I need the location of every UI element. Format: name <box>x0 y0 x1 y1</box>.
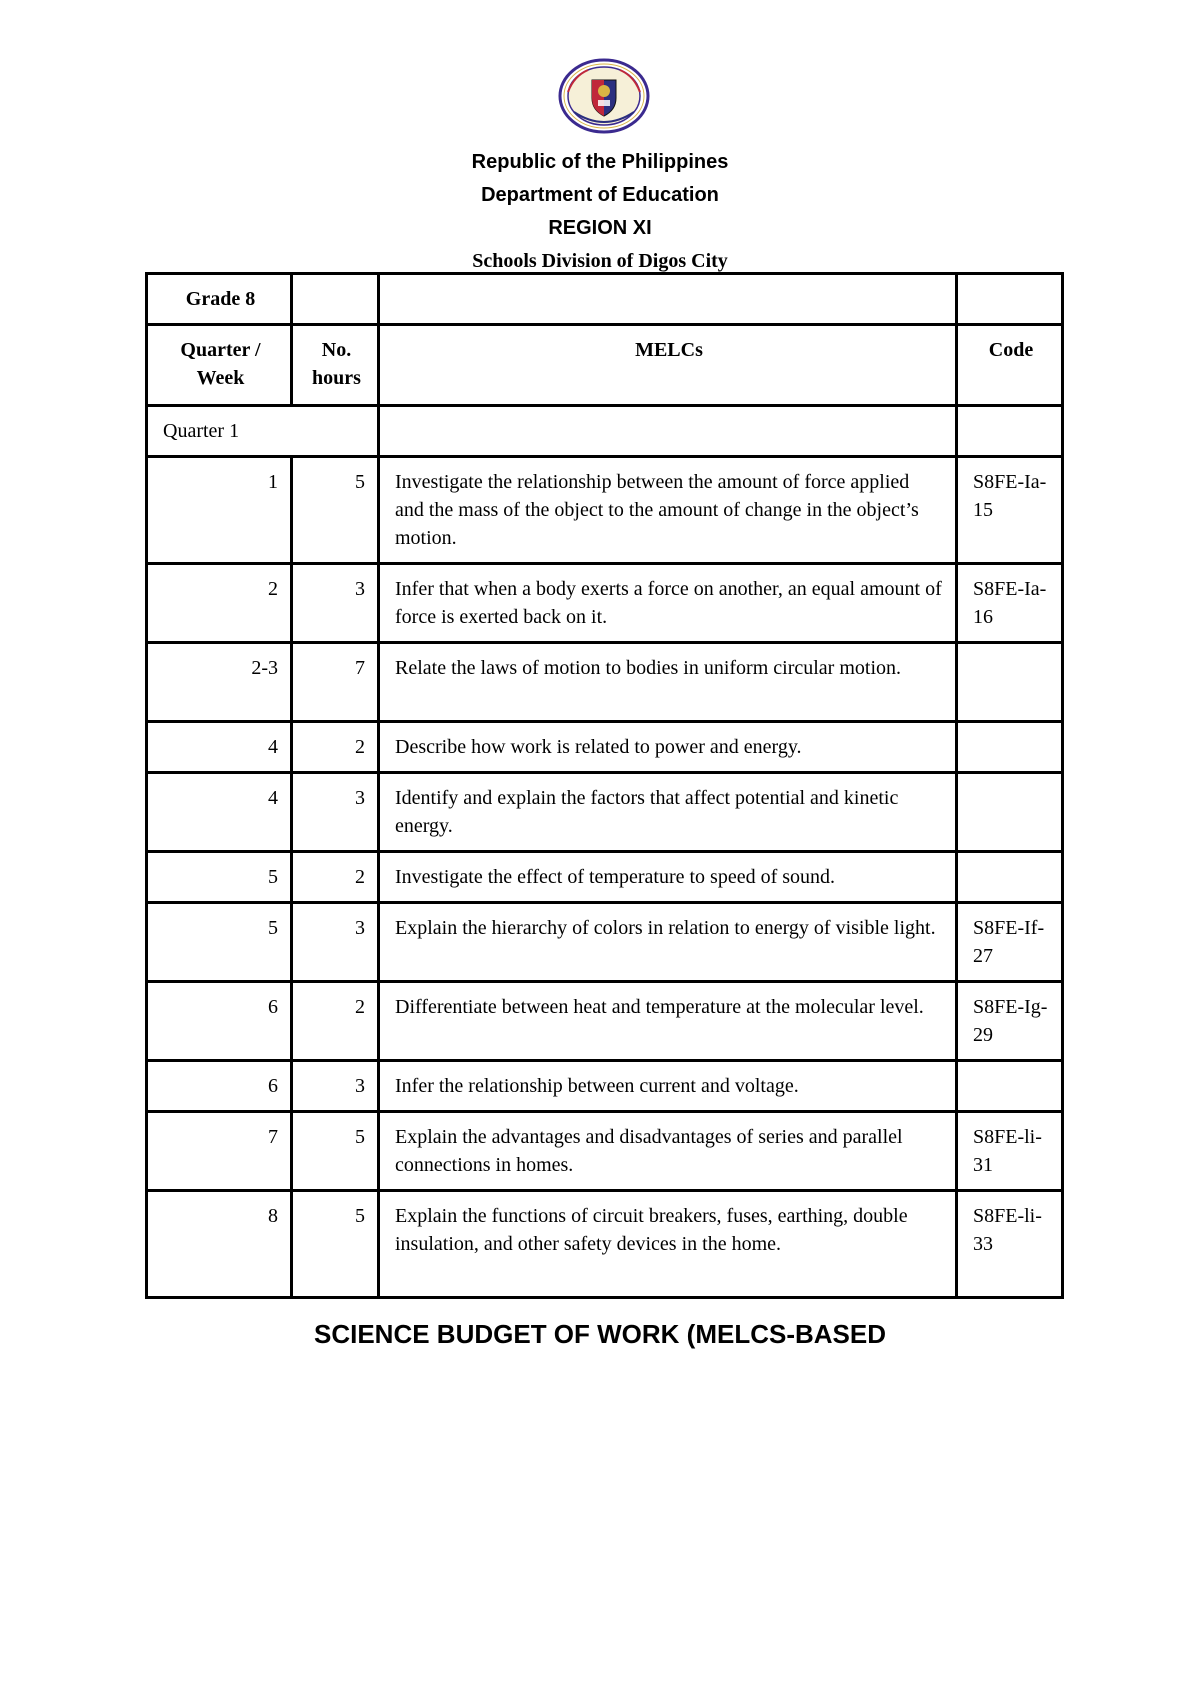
grade-row <box>147 274 1063 325</box>
code-cell <box>957 722 1063 773</box>
code-cell: S8FE-li-31 <box>957 1112 1063 1191</box>
melc-cell: Explain the hierarchy of colors in relation to energy of visible light. <box>379 903 957 982</box>
week-cell: 7 <box>147 1112 292 1191</box>
header-department: Department of Education <box>481 184 719 206</box>
code-cell: S8FE-Ia-16 <box>957 564 1063 643</box>
week-cell: 4 <box>147 722 292 773</box>
empty-cell <box>379 274 957 325</box>
empty-cell <box>957 406 1063 457</box>
hours-cell: 5 <box>292 1112 379 1191</box>
quarter-row <box>147 406 1063 457</box>
hours-cell: 3 <box>292 773 379 852</box>
hours-cell: 5 <box>292 457 379 564</box>
melc-cell: Investigate the relationship between the amount of force applied and the mass of the object to the amount of change in the object’s motion. <box>379 457 957 564</box>
melc-cell: Explain the advantages and disadvantages of series and parallel connections in homes. <box>379 1112 957 1191</box>
week-cell: 1 <box>147 457 292 564</box>
week-cell: 4 <box>147 773 292 852</box>
code-cell: S8FE-Ig-29 <box>957 982 1063 1061</box>
document-title: SCIENCE BUDGET OF WORK (MELCS-BASED <box>314 1319 886 1349</box>
melcs-table <box>145 272 1064 1299</box>
table-row <box>147 852 1063 903</box>
quarter-label: Quarter 1 <box>147 406 379 457</box>
table-row <box>147 564 1063 643</box>
table-row <box>147 982 1063 1061</box>
table-row <box>147 1112 1063 1191</box>
melc-cell: Identify and explain the factors that affect potential and kinetic energy. <box>379 773 957 852</box>
code-cell: S8FE-Ia-15 <box>957 457 1063 564</box>
week-cell: 5 <box>147 903 292 982</box>
hours-cell: 5 <box>292 1191 379 1298</box>
week-cell: 2 <box>147 564 292 643</box>
melc-cell: Relate the laws of motion to bodies in uniform circular motion. <box>379 643 957 722</box>
week-cell: 6 <box>147 982 292 1061</box>
grade-label: Grade 8 <box>147 274 292 325</box>
hours-cell: 2 <box>292 852 379 903</box>
melc-cell: Infer that when a body exerts a force on another, an equal amount of force is exerted back on it. <box>379 564 957 643</box>
table-row <box>147 1061 1063 1112</box>
hours-cell: 3 <box>292 903 379 982</box>
hours-cell: 3 <box>292 564 379 643</box>
code-cell <box>957 643 1063 722</box>
melc-cell: Explain the functions of circuit breakers, fuses, earthing, double insulation, and other safety devices in the home. <box>379 1191 957 1298</box>
hours-cell: 2 <box>292 722 379 773</box>
table-row <box>147 773 1063 852</box>
melc-cell: Investigate the effect of temperature to speed of sound. <box>379 852 957 903</box>
week-cell: 8 <box>147 1191 292 1298</box>
empty-cell <box>292 274 379 325</box>
code-cell <box>957 773 1063 852</box>
table-row <box>147 903 1063 982</box>
column-header-row <box>147 325 1063 406</box>
table-row <box>147 643 1063 722</box>
header-division: Schools Division of Digos City <box>472 250 728 272</box>
week-cell: 6 <box>147 1061 292 1112</box>
column-header-code: Code <box>957 325 1063 406</box>
hours-cell: 2 <box>292 982 379 1061</box>
column-header-quarter-week: Quarter / Week <box>147 325 292 406</box>
column-header-no-hours: No. hours <box>292 325 379 406</box>
code-cell <box>957 1061 1063 1112</box>
code-cell: S8FE-If-27 <box>957 903 1063 982</box>
header-region: REGION XI <box>548 217 652 239</box>
table-row <box>147 722 1063 773</box>
week-cell: 2-3 <box>147 643 292 722</box>
empty-cell <box>957 274 1063 325</box>
header-republic: Republic of the Philippines <box>471 151 729 173</box>
table-row <box>147 457 1063 564</box>
hours-cell: 3 <box>292 1061 379 1112</box>
column-header-melcs: MELCs <box>379 325 957 406</box>
table-row <box>147 1191 1063 1298</box>
hours-cell: 7 <box>292 643 379 722</box>
empty-cell <box>379 406 957 457</box>
code-cell: S8FE-li-33 <box>957 1191 1063 1298</box>
melc-cell: Infer the relationship between current and voltage. <box>379 1061 957 1112</box>
melc-cell: Describe how work is related to power and energy. <box>379 722 957 773</box>
melc-cell: Differentiate between heat and temperature at the molecular level. <box>379 982 957 1061</box>
week-cell: 5 <box>147 852 292 903</box>
deped-seal-logo <box>554 56 654 136</box>
code-cell <box>957 852 1063 903</box>
